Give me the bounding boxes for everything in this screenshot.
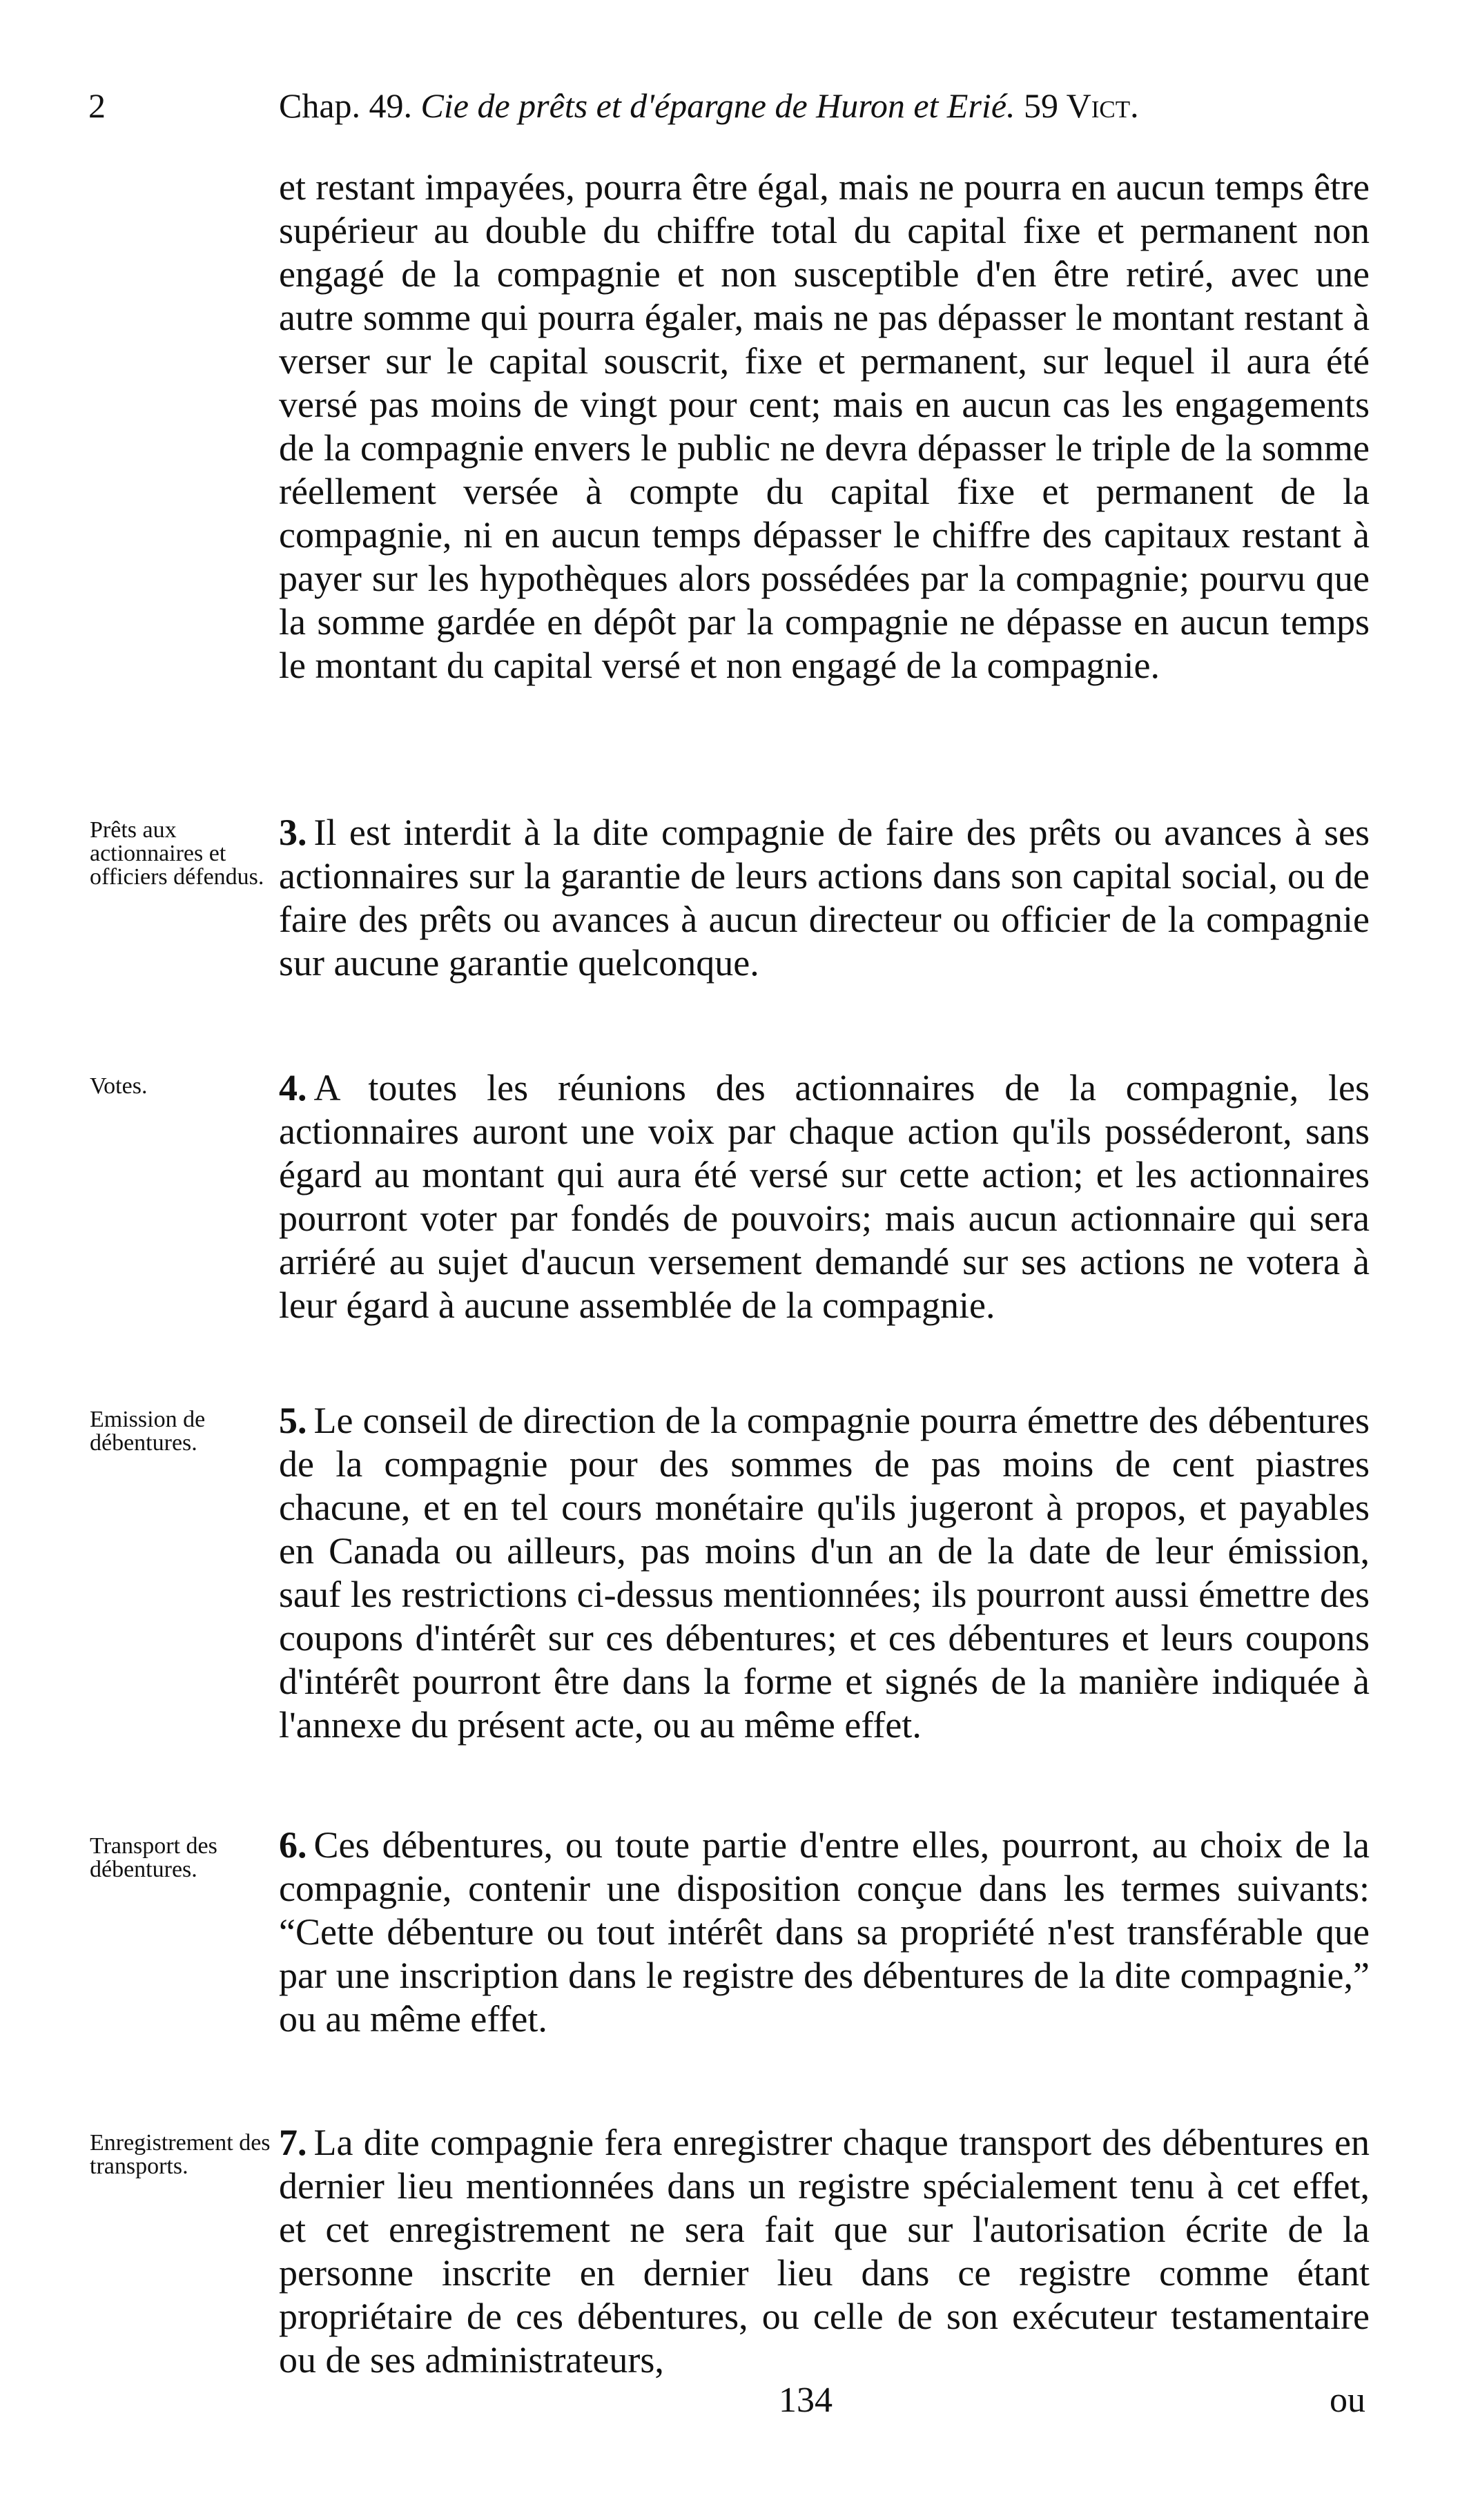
section-7 [279,2121,1370,2382]
act-title: Cie de prêts et d'épargne de Huron et Erié. [420,86,1015,125]
page-number: 2 [88,86,106,125]
catchword: ou [1330,2381,1365,2420]
section-number: 3. [279,812,307,853]
continued-paragraph [279,166,1370,687]
page-footer [88,2380,1365,2428]
section-5 [279,1399,1370,1747]
section-text: Il est interdit à la dite compagnie de faire des prêts ou avances à ses actionnaires sur la garantie de leurs actions dans son capital social, ou de faire des prêts ou avances à aucun directeur ou officier de la compagnie sur aucune garantie quelconque. [279,812,1370,984]
section-number: 7. [279,2122,307,2163]
section-3 [279,811,1370,985]
chapter-label: Chap. 49. [279,86,413,125]
section-text: A toutes les réunions des actionnaires de la compagnie, les actionnaires auront une voix par chaque action qu'ils posséderont, sans égard au montant qui aura été versé sur cette action; et les actionnaires pourront voter par fondés de pouvoirs; mais aucun actionnaire qui sera arriéré au sujet d'aucun versement demandé sur ses actions ne votera à leur égard à aucune assemblée de la compagnie. [279,1067,1370,1326]
section-text: La dite compagnie fera enregistrer chaque transport des débentures en dernier lieu mentionnées dans un registre spécialement tenu à cet effet, et cet enregistrement ne sera fait que sur l'autorisation écrite de la personne inscrite en dernier lieu dans ce registre comme étant propriétaire de ces débentures, ou celle de son exécuteur testamentaire ou de ses administrateurs, [279,2122,1370,2381]
margin-note-section-6: Transport des débentures. [90,1833,217,1882]
section-text: et restant impayées, pourra être égal, mais ne pourra en aucun temps être supérieur au double du chiffre total du capital fixe et permanent non engagé de la compagnie et non susceptible d'en être retiré, avec une autre somme qui pourra égaler, mais ne pas dépasser le montant restant à verser sur le capital souscrit, fixe et permanent, sur lequel il aura été versé pas moins de vingt pour cent; mais en aucun cas les engagements de la compagnie envers le public ne devra dépasser le triple de la somme réellement versée à compte du capital fixe et permanent de la compagnie, ni en aucun temps dépasser le chiffre des capitaux restant à payer sur les hypothèques alors possédées par la compagnie; pourvu que la somme gardée en dépôt par la compagnie ne dépasse en aucun temps le montant du capital versé et non engagé de la compagnie. [279,166,1370,686]
section-text: Ces débentures, ou toute partie d'entre elles, pourront, au choix de la compagnie, contenir une disposition conçue dans les termes suivants: “Cette débenture ou tout intérêt dans sa propriété n'est transférable que par une inscription dans le registre des débentures de la dite compagnie,” ou au même effet. [279,1824,1370,2040]
running-title [279,86,1139,126]
margin-note-section-7: Enregistrement des transports. [90,2130,271,2179]
printer-signature: 134 [779,2381,833,2420]
margin-note-section-4: Votes. [90,1073,148,1099]
section-6 [279,1824,1370,2041]
regnal-year: 59 Vict. [1024,86,1139,125]
margin-note-section-5: Emission de débentures. [90,1407,206,1456]
section-text: Le conseil de direction de la compagnie pourra émettre des débentures de la compagnie pour des sommes de pas moins de cent piastres chacune, et en tel cours monétaire qu'ils jugeront à propos, et payables en Canada ou ailleurs, pas moins d'un an de la date de leur émission, sauf les restrictions ci-dessus mentionnées; ils pourront aussi émettre des coupons d'intérêt sur ces débentures; et ces débentures et leurs coupons d'intérêt pourront être dans la forme et signés de la manière indiquée à l'annexe du présent acte, ou au même effet. [279,1400,1370,1746]
margin-note-section-3: Prêts aux actionnaires et officiers défendus. [90,817,264,890]
page-header [88,86,1365,134]
section-4 [279,1066,1370,1327]
section-number: 5. [279,1400,307,1441]
section-number: 4. [279,1067,307,1108]
section-number: 6. [279,1824,307,1866]
